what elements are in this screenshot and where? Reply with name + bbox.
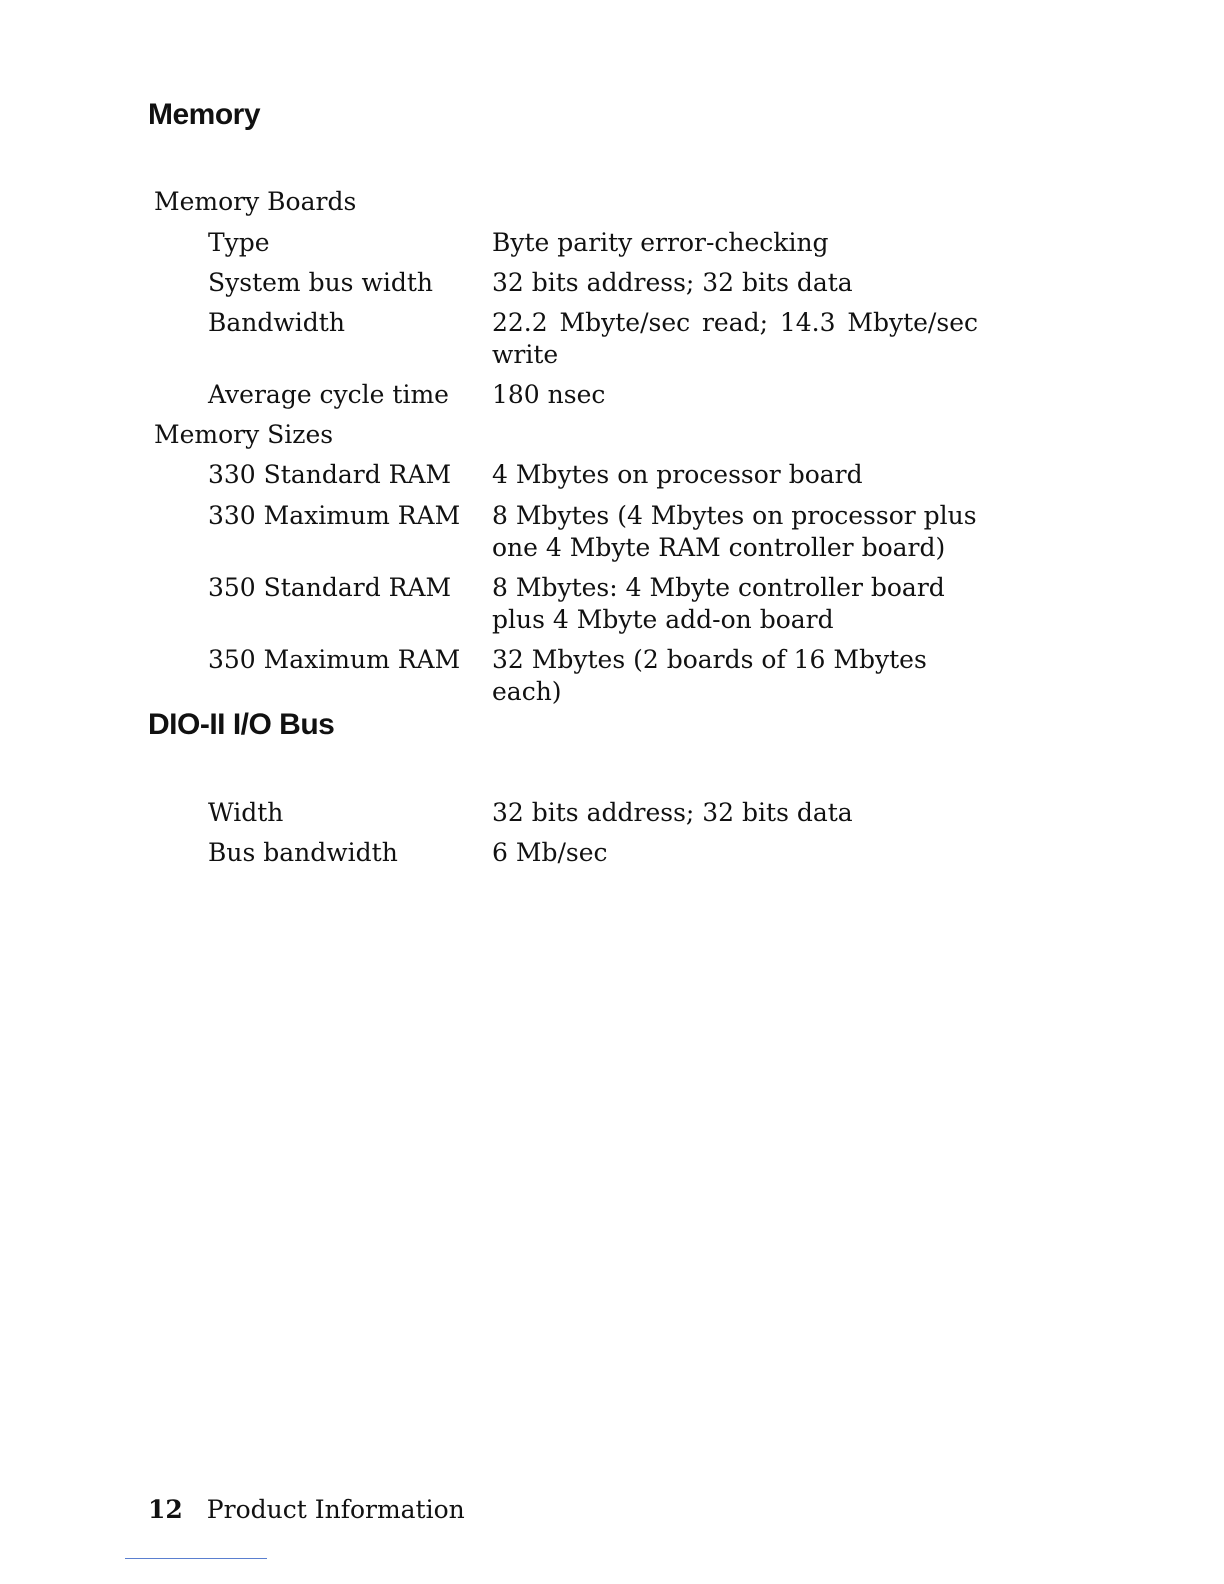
spec-label: Type	[208, 228, 270, 257]
spec-row-bus-bandwidth	[208, 837, 998, 869]
footer-section-title: Product Information	[206, 1495, 465, 1524]
spec-row-average-cycle-time	[208, 379, 998, 411]
memory-heading: Memory	[148, 98, 261, 131]
spec-value: Byte parity error-checking	[492, 228, 829, 257]
spec-row-350-standard-ram	[208, 572, 998, 636]
spec-label: 330 Standard RAM	[208, 460, 452, 489]
spec-value: 32 Mbytes (2 boards of 16 Mbytes each)	[492, 645, 927, 706]
spec-value: 32 bits address; 32 bits data	[492, 798, 853, 827]
spec-value: 22.2 Mbyte/sec read; 14.3 Mbyte/sec write	[492, 308, 978, 369]
spec-label: System bus width	[208, 268, 433, 297]
spec-label: 350 Standard RAM	[208, 573, 452, 602]
spec-row-330-maximum-ram	[208, 500, 998, 564]
footer-divider	[125, 1558, 267, 1559]
spec-row-bandwidth	[208, 307, 998, 371]
spec-label: Bandwidth	[208, 308, 345, 337]
spec-label: Bus bandwidth	[208, 838, 398, 867]
memory-boards-subheading: Memory Boards	[154, 187, 357, 216]
spec-row-type	[208, 227, 998, 259]
spec-label: Width	[208, 798, 284, 827]
spec-value: 32 bits address; 32 bits data	[492, 268, 853, 297]
spec-row-width	[208, 797, 998, 829]
dio-bus-heading: DIO-II I/O Bus	[148, 708, 335, 741]
spec-label: Average cycle time	[208, 380, 449, 409]
spec-value: 8 Mbytes (4 Mbytes on processor plus one 4 Mbyte RAM controller board)	[492, 501, 977, 562]
spec-row-330-standard-ram	[208, 459, 998, 491]
spec-value: 8 Mbytes: 4 Mbyte controller board plus 4 Mbyte add-on board	[492, 573, 945, 634]
spec-row-system-bus-width	[208, 267, 998, 299]
spec-value: 4 Mbytes on processor board	[492, 460, 863, 489]
page-number: 12	[148, 1495, 183, 1524]
spec-value: 180 nsec	[492, 380, 606, 409]
page-footer	[148, 1494, 465, 1526]
spec-value: 6 Mb/sec	[492, 838, 608, 867]
memory-sizes-subheading: Memory Sizes	[154, 420, 334, 449]
spec-row-350-maximum-ram	[208, 644, 998, 708]
spec-label: 350 Maximum RAM	[208, 645, 461, 674]
spec-label: 330 Maximum RAM	[208, 501, 461, 530]
